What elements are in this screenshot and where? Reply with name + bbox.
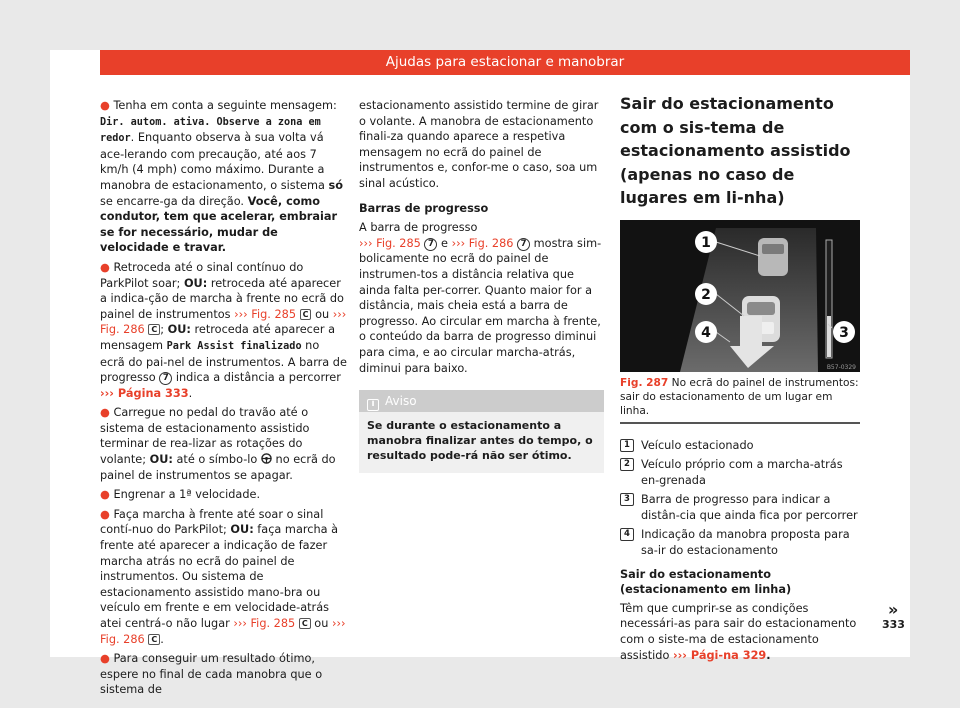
link-fig-286[interactable]: ››› Fig. 286 xyxy=(451,236,514,250)
link-page-329[interactable]: ››› Pági-na 329 xyxy=(672,648,767,662)
parked-car-icon xyxy=(758,238,788,276)
step-forward: ● Faça marcha à frente até soar o sinal contí-nuo do ParkPilot; OU: faça marcha à frente até aparecer a indicação de fazer marcha atrás no ecrã do painel de instrumentos. Ou sistema de estacionamento assistido mano-bra ou veículo em frente e em velocidade-atrás atei centrá-o não lugar ››› Fig. 285 C ou ››› Fig. 286 C . xyxy=(100,507,346,646)
page-number: 333 xyxy=(882,618,905,631)
callout-2: 2 xyxy=(701,286,711,303)
message-text: Dir. autom. ativa. Observe a zona em redor xyxy=(100,116,321,145)
key-c-icon: C xyxy=(148,634,160,645)
link-fig-285[interactable]: ››› Fig. 285 xyxy=(234,307,297,321)
note-box xyxy=(359,390,604,473)
bullet-icon: ● xyxy=(100,99,110,112)
key-c-icon: C xyxy=(148,324,160,335)
legend-item: 3 Barra de progresso para indicar a distân-cia que ainda fica por percorrer xyxy=(620,492,860,523)
key-c-icon: C xyxy=(299,618,311,629)
continue-icon: » xyxy=(888,600,899,619)
page-header: Ajudas para estacionar e manobrar xyxy=(100,50,910,75)
section-heading: Sair do estacionamento com o sis-tema de estacionamento assistido (apenas no caso de lugares em li-nha) xyxy=(620,94,851,207)
number-7-icon: 7 xyxy=(517,238,530,251)
link-fig-285[interactable]: ››› Fig. 285 xyxy=(233,617,296,630)
caption-text: No ecrã do painel de instrumentos: sair do estacionamento de um lugar em linha. xyxy=(620,376,859,417)
link-fig-286[interactable]: ››› Fig. 286 xyxy=(100,307,347,337)
column-right xyxy=(620,94,860,667)
note-text: Se durante o estacionamento a manobra finalizar antes do tempo, o resultado pode-rá não ser ótimo. xyxy=(359,412,604,473)
column-middle xyxy=(359,98,604,473)
info-icon: i xyxy=(367,399,379,411)
link-page-333[interactable]: ››› Página 333 xyxy=(100,386,189,400)
legend-item: 4 Indicação da manobra proposta para sa-ir do estacionamento xyxy=(620,527,860,558)
legend-item: 1 Veículo estacionado xyxy=(620,438,860,454)
bullet-icon: ● xyxy=(100,488,110,502)
step-brake: ● Carregue no pedal do travão até o sistema de estacionamento assistido terminar de rea-lizar as rotações do volante; OU: até o símbo-lo no ecrã do painel de instrumentos se apagar. xyxy=(100,406,336,482)
subheading-progress-bars: Barras de progresso xyxy=(359,201,489,215)
instrument-display-illustration xyxy=(620,220,860,372)
link-fig-285[interactable]: ››› Fig. 285 xyxy=(359,236,421,250)
number-7-icon: 7 xyxy=(424,238,437,251)
step-wait: ● Para conseguir um resultado ótimo, espere no final de cada manobra que o sistema de xyxy=(100,652,323,697)
bullet-icon: ● xyxy=(100,406,110,420)
paragraph-end-maneuver: estacionamento assistido termine de girar o volante. A manobra de estacionamento finali-za quando aparece a respetiva mensagem no ecrã do painel de instrumentos e, confor-me o caso, soa um sinal acústico. xyxy=(359,99,599,190)
link-fig-286[interactable]: ››› Fig. 286 xyxy=(100,617,346,646)
note-header: i Aviso xyxy=(359,390,604,412)
step-message: ● Tenha em conta a seguinte mensagem: Dir. autom. ativa. Observe a zona em redor. Enquanto observa à sua volta vá ace-lerando com precaução, até aos 7 km/h (4 mph) como máximo. Durante a manobra de estacionamento, o sistema só se encarre-ga da direção. Você, como condutor, tem que acelerar, embraiar se for necessário, mudar de velocidade e travar. xyxy=(100,99,344,255)
step-reverse: ● Retroceda até o sinal contínuo do ParkPilot soar; OU: retroceda até aparecer a indica-ção de marcha à frente no ecrã do painel de instrumentos ››› Fig. 285 C ou ››› Fig. 286 C ; OU: retroceda até aparecer a mensagem Park Assist finalizado no ecrã do pai-nel de instrumentos. A barra de progresso 7 indica a distância a percorrer ››› Página 333. xyxy=(100,260,347,400)
figure-287 xyxy=(620,220,860,372)
bullet-icon: ● xyxy=(100,507,110,521)
callout-1: 1 xyxy=(701,234,711,251)
figure-code: B57-0329 xyxy=(826,363,856,371)
key-c-icon: C xyxy=(300,309,312,320)
column-left xyxy=(100,98,347,702)
steering-wheel-icon xyxy=(261,453,272,464)
manual-page xyxy=(50,50,910,697)
legend-item: 2 Veículo próprio com a marcha-atrás en-grenada xyxy=(620,457,860,488)
paragraph-exit-parking: Têm que cumprir-se as condições necessári-as para sair do estacionamento com o siste-ma de estacionamento assistido ››› Pági-na 329. xyxy=(620,601,857,662)
bullet-icon: ● xyxy=(100,260,110,274)
paragraph-progress-bars: A barra de progresso ››› Fig. 285 7 e ››› Fig. 286 7 mostra sim-bolicamente no ecrã do painel de instrumen-tos a distância relativa que ainda falta per-correr. Quanto maior for a distância, mais cheia está a barra de progresso. Ao circular em marcha à frente, o conteúdo da barra de progresso diminui para cima, e ao circular marcha-atrás, diminui para baixo. xyxy=(359,221,602,375)
caption-label: Fig. 287 xyxy=(620,376,669,389)
subheading-exit-parking: Sair do estacionamento (estacionamento em linha) xyxy=(620,567,792,597)
message-text: Park Assist finalizado xyxy=(166,340,302,352)
callout-4: 4 xyxy=(701,324,711,341)
callout-3: 3 xyxy=(839,324,849,341)
number-7-icon: 7 xyxy=(159,372,172,385)
step-first-gear: ● Engrenar a 1ª velocidade. xyxy=(100,488,261,502)
figure-caption xyxy=(620,376,860,424)
bullet-icon: ● xyxy=(100,652,110,666)
figure-legend xyxy=(620,438,860,559)
